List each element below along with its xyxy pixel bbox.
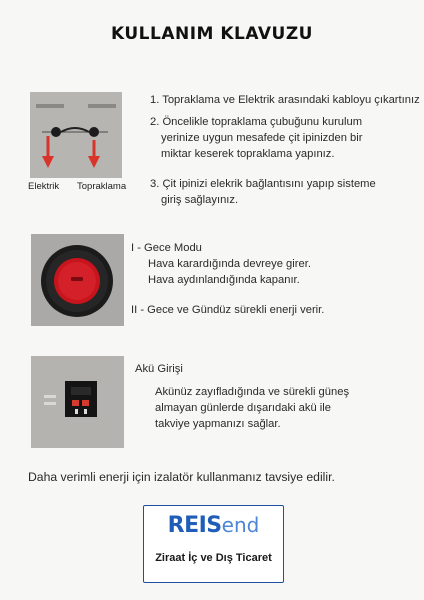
step-2-line-1: 2. Öncelikle topraklama çubuğunu kurulum xyxy=(150,116,363,128)
step-1: 1. Topraklama ve Elektrik arasındaki kabloyu çıkartınız xyxy=(150,94,420,106)
battery-title: Akü Girişi xyxy=(135,363,183,375)
battery-line-1: Akünüz zayıfladığında ve sürekli güneş xyxy=(155,386,350,398)
step-3-line-2: giriş sağlayınız. xyxy=(161,194,239,206)
brand-logo xyxy=(143,505,284,583)
label-ground: Topraklama xyxy=(77,181,127,192)
page-title: KULLANIM KLAVUZU xyxy=(111,24,313,44)
mode-1-line-2: Hava aydınlandığında kapanır. xyxy=(148,274,300,286)
brand-subtitle: Ziraat İç ve Dış Ticaret xyxy=(155,552,272,564)
brand-bold-text: REIS xyxy=(167,513,222,538)
step-2-line-2: yerinize uygun mesafede çit ipinizden bir xyxy=(161,132,363,144)
terminal-illustration xyxy=(30,92,122,178)
step-3-line-1: 3. Çit ipinizi elekrik bağlantısını yapıp sisteme xyxy=(150,178,376,190)
battery-line-2: almayan günlerde dışarıdaki akü ile xyxy=(155,402,331,414)
label-electric: Elektrik xyxy=(28,181,60,192)
battery-terminal-illustration xyxy=(31,356,124,448)
brand-light-text: end xyxy=(221,513,260,537)
mode-1-line-1: Hava karardığında devreye girer. xyxy=(148,258,311,270)
mode-1-title: I - Gece Modu xyxy=(131,242,202,254)
terminal-photo xyxy=(30,92,122,178)
step-2-line-3: miktar keserek topraklama yapınız. xyxy=(161,148,335,160)
mode-2: II - Gece ve Gündüz sürekli enerji verir. xyxy=(131,304,325,316)
brand-wordmark xyxy=(144,513,283,538)
battery-line-3: takviye yapmanızı sağlar. xyxy=(155,418,281,430)
battery-input-photo xyxy=(31,356,124,448)
footer-note: Daha verimli enerji için izalatör kullanmanız tavsiye edilir. xyxy=(28,470,335,484)
switch-photo xyxy=(31,234,124,326)
switch-illustration xyxy=(31,234,124,326)
